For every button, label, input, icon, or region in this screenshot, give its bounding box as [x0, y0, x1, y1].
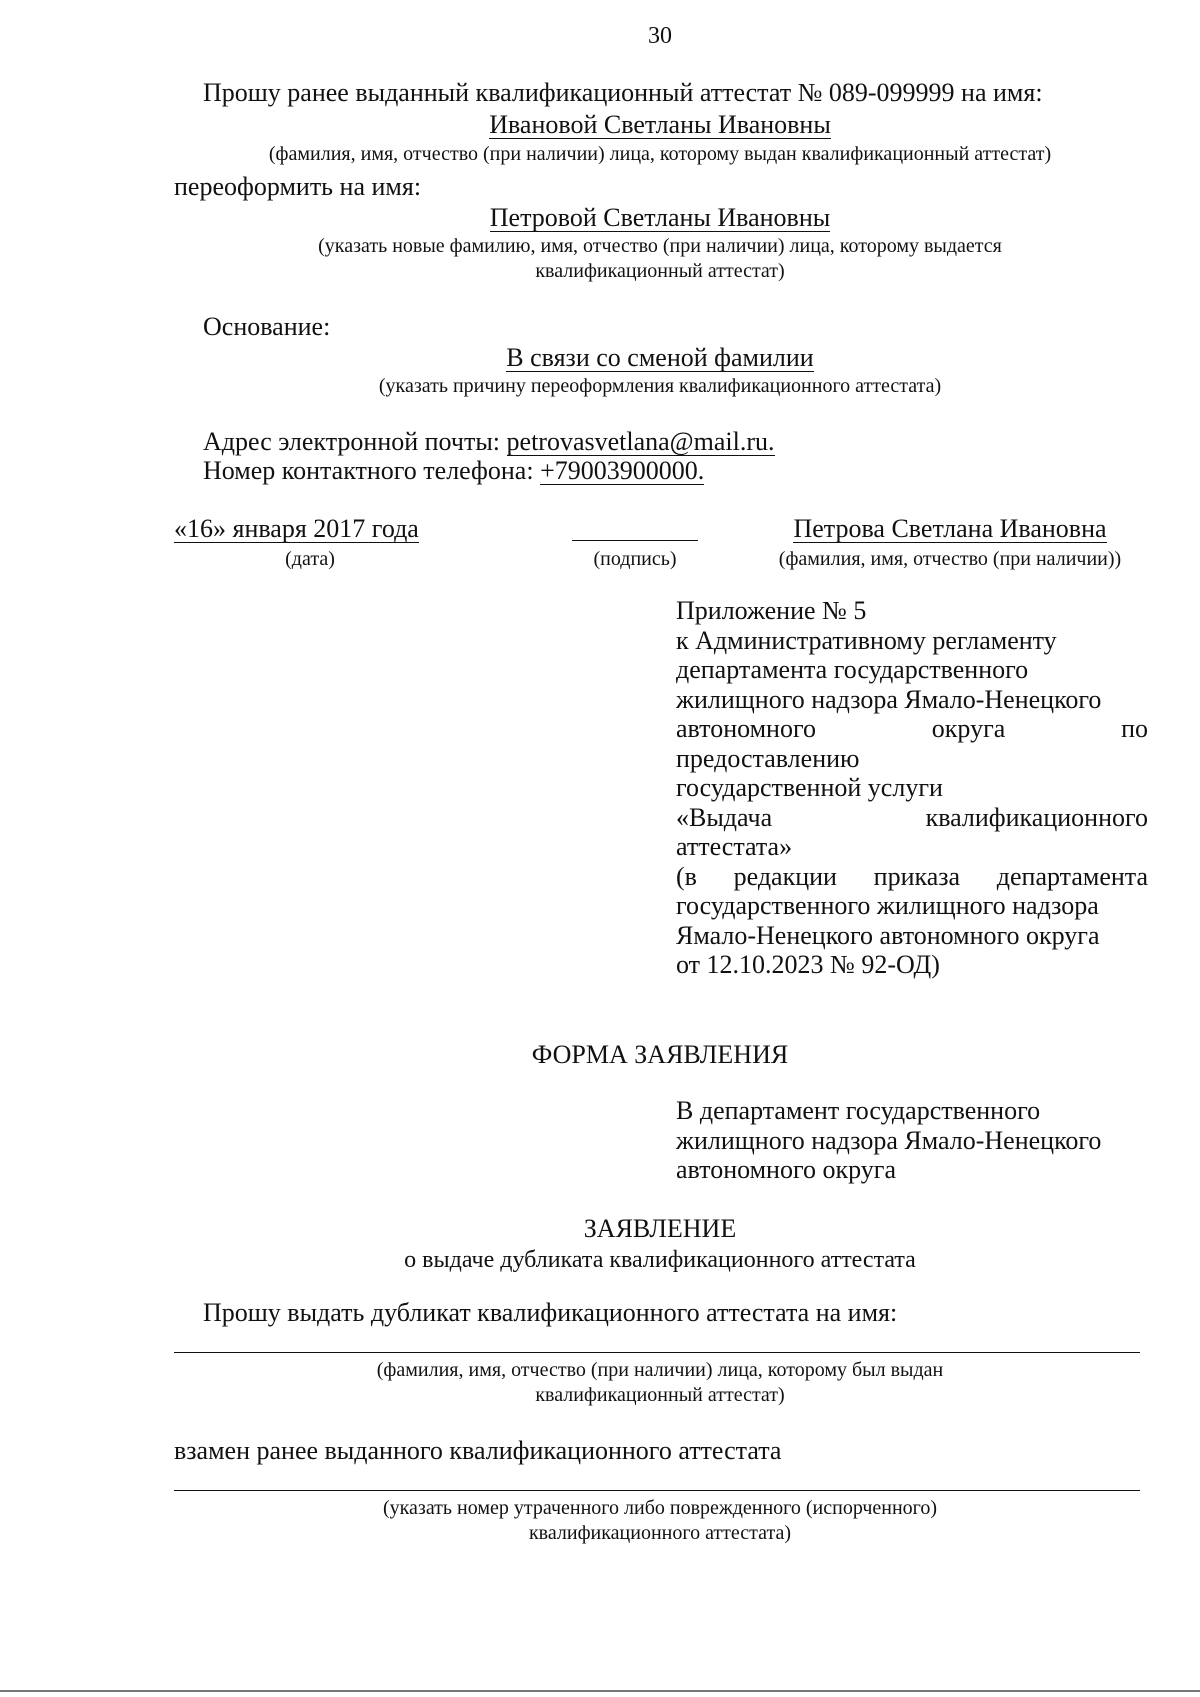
name-caption-2: квалификационный аттестат) [535, 1384, 785, 1406]
name-caption-1: (фамилия, имя, отчество (при наличии) лица, которому был выдан [376, 1359, 944, 1381]
appendix-word: приказа [873, 861, 961, 891]
appendix-word: квалификационного [925, 802, 1148, 832]
phone-label: Номер контактного телефона: [203, 456, 541, 485]
appendix-block [676, 596, 1148, 980]
basis-value: В связи со сменой фамилии [506, 343, 814, 372]
number-caption-2: квалификационного аттестата) [528, 1522, 792, 1544]
email-value: petrovasvetlana@mail.ru. [506, 427, 775, 456]
number-caption-1: (указать номер утраченного либо поврежденного (испорченного) [382, 1497, 938, 1519]
addressee-line: В департамент государственного [676, 1096, 1041, 1125]
form-heading: ФОРМА ЗАЯВЛЕНИЯ [531, 1040, 789, 1069]
addressee-line: жилищного надзора Ямало-Ненецкого [676, 1125, 1102, 1155]
appendix-word: округа [931, 714, 1006, 743]
appendix-word: по [1121, 714, 1148, 743]
new-name-caption-2: квалификационный аттестат) [535, 260, 785, 282]
appendix-word: департамента [996, 861, 1148, 891]
reissue-to-label: переоформить на имя: [174, 172, 422, 201]
appendix-line: Приложение № 5 [676, 596, 867, 625]
appendix-line: департамента государственного [676, 655, 1029, 684]
appendix-line: от 12.10.2023 № 92-ОД) [676, 950, 940, 979]
new-name-wrap [0, 203, 1200, 233]
name-blank-line [174, 1352, 1140, 1353]
appendix-word: автономного [676, 714, 816, 743]
new-name-caption-1: (указать новые фамилию, имя, отчество (при наличии) лица, которому выдается [318, 235, 1002, 257]
appendix-line: жилищного надзора Ямало-Ненецкого [676, 684, 1102, 714]
date-caption: (дата) [285, 548, 335, 570]
application-subtitle: о выдаче дубликата квалификационного аттестата [404, 1247, 916, 1273]
signature-caption: (подпись) [593, 548, 677, 570]
email-label: Адрес электронной почты: [203, 427, 507, 456]
appendix-line-justified [676, 714, 1148, 744]
addressee-line: автономного округа [676, 1155, 896, 1184]
appendix-line: государственной услуги [676, 773, 943, 802]
fio-wrap [700, 514, 1200, 544]
fio-caption: (фамилия, имя, отчество (при наличии)) [778, 548, 1122, 570]
basis-label: Основание: [203, 312, 331, 341]
old-name-value: Ивановой Светланы Ивановны [489, 110, 831, 139]
date-wrap [174, 514, 419, 544]
phone-row [203, 456, 704, 486]
old-name-wrap [0, 110, 1200, 140]
phone-value: +79003900000. [540, 456, 705, 485]
reissue-intro: Прошу ранее выданный квалификационный аттестат № 089-099999 на имя: [203, 78, 1043, 107]
application-title: ЗАЯВЛЕНИЕ [583, 1214, 737, 1243]
instead-of-label: взамен ранее выданного квалификационного аттестата [174, 1436, 782, 1465]
new-name-value: Петровой Светланы Ивановны [489, 203, 831, 232]
appendix-line-justified [676, 803, 1148, 833]
appendix-line: предоставлению [676, 743, 860, 773]
appendix-word: «Выдача [676, 802, 773, 832]
duplicate-request: Прошу выдать дубликат квалификационного аттестата на имя: [203, 1298, 898, 1327]
appendix-line: аттестата» [676, 832, 793, 861]
appendix-line: Ямало-Ненецкого автономного округа [676, 920, 1100, 950]
page-number: 30 [648, 23, 672, 49]
appendix-word: редакции [733, 861, 837, 891]
basis-value-wrap [0, 343, 1200, 373]
fio-value: Петрова Светлана Ивановна [793, 514, 1107, 543]
addressee-block [676, 1096, 1156, 1185]
appendix-line-justified [676, 862, 1148, 892]
appendix-word: (в [676, 861, 697, 891]
old-name-caption: (фамилия, имя, отчество (при наличии) лица, которому выдан квалификационный аттестат) [268, 143, 1052, 165]
email-row [203, 427, 775, 457]
number-blank-line [174, 1490, 1140, 1491]
date-value: «16» января 2017 года [174, 514, 419, 543]
page-bottom-edge [0, 1690, 1200, 1692]
appendix-line: государственного жилищного надзора [676, 891, 1099, 920]
basis-caption: (указать причину переоформления квалификационного аттестата) [378, 375, 942, 397]
appendix-line: к Административному регламенту [676, 625, 1057, 655]
signature-line [572, 540, 698, 541]
